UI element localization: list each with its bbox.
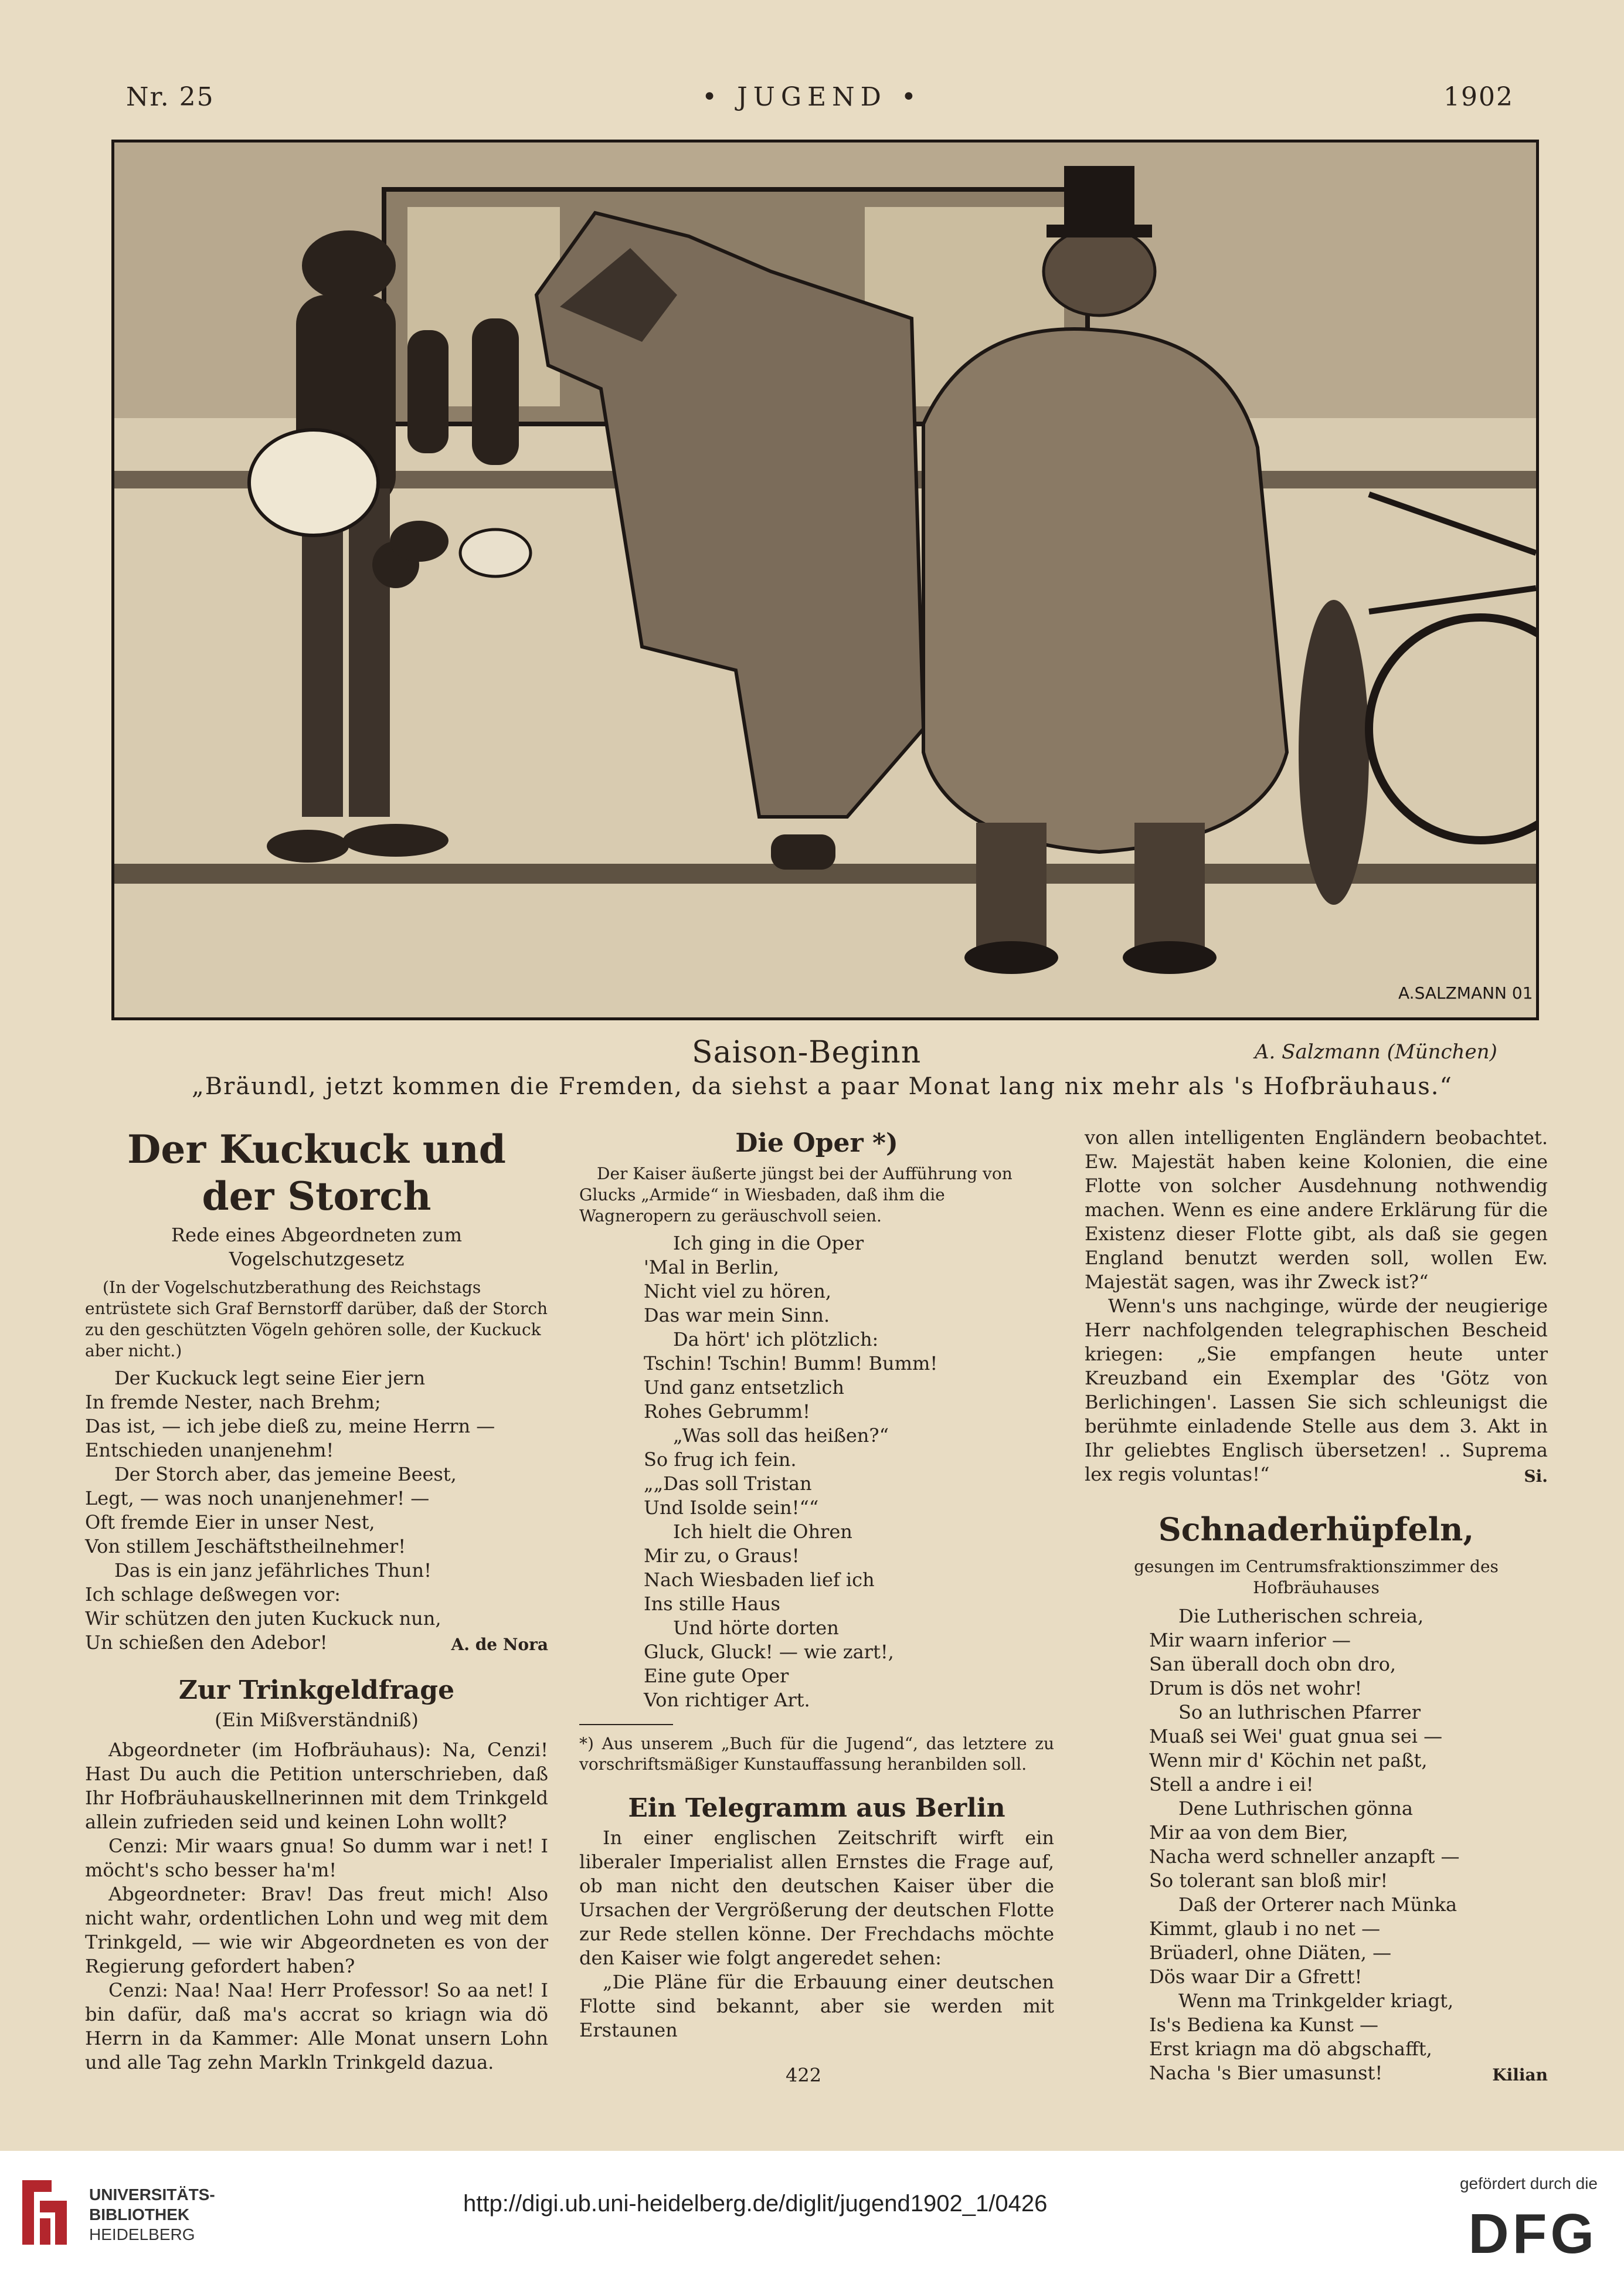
article-subtitle: gesungen im Centrumsfraktionszimmer des Hofbräuhauses [1134, 1557, 1499, 1597]
library-name-line: UNIVERSITÄTS- [89, 2185, 215, 2204]
poem-line: Eine gute Oper [644, 1665, 789, 1687]
poem-line: 'Mal in Berlin, [644, 1256, 780, 1278]
poem-line: Muaß sei Wei' guat gnua sei — [1149, 1725, 1443, 1747]
year: 1902 [1443, 82, 1514, 112]
poem-line: Legt, — was noch unanjenehmer! — [85, 1487, 430, 1509]
author-kilian: Kilian [1492, 2065, 1548, 2085]
footnote-divider [579, 1724, 673, 1725]
poem-line: Nacha werd schneller anzapft — [1149, 1845, 1460, 1868]
poem-line: Von stillem Jeschäftstheilnehmer! [85, 1535, 406, 1557]
poem-line: Brüaderl, ohne Diäten, — [1149, 1942, 1392, 1964]
poem-line: Und ganz entsetzlich [644, 1376, 844, 1399]
poem-line: So tolerant san bloß mir! [1149, 1869, 1388, 1892]
poem-line: Von richtiger Art. [644, 1689, 810, 1711]
poem-line: Wenn mir d' Köchin net paßt, [1149, 1749, 1428, 1771]
column-1 [85, 1126, 548, 2075]
poem-line: Stell a andre i ei! [1149, 1773, 1314, 1796]
artist-signature: A.SALZMANN 01 [1398, 983, 1533, 1003]
poem-line: Mir waarn inferior — [1149, 1629, 1351, 1651]
poem-line: Nicht viel zu hören, [644, 1280, 831, 1302]
poem-line: Drum is dös net wohr! [1149, 1677, 1363, 1699]
section-subtitle: (Ein Mißverständniß) [215, 1709, 419, 1731]
article-note: (In der Vogelschutzberathung des Reichstags entrüstete sich Graf Bernstorff darüber, daß der Storch zu den geschützten Vögeln gehören solle, der Kuckuck aber nicht.) [85, 1278, 548, 1360]
magazine-title: • JUGEND • [702, 82, 922, 112]
author-de-nora: A. de Nora [451, 1635, 548, 1654]
poem-line: Wir schützen den juten Kuckuck nun, [85, 1607, 441, 1630]
telegramm-text [579, 1826, 1054, 2042]
poem-kuckuck [85, 1366, 548, 1655]
artist-credit: A. Salzmann (München) [1255, 1040, 1497, 1064]
poem-line: Die Lutherischen schreia, [1178, 1605, 1424, 1627]
poem-line: Dös waar Dir a Gfrett! [1149, 1966, 1363, 1988]
poem-line: Da hört' ich plötzlich: [673, 1328, 879, 1350]
poem-line: „„Das soll Tristan [644, 1472, 812, 1495]
section-title-telegramm: Ein Telegramm aus Berlin [628, 1793, 1005, 1823]
section-title-trinkgeld: Zur Trinkgeldfrage [178, 1675, 455, 1705]
paragraph: von allen intelligenten Engländern beobachtet. Ew. Majestät haben keine Kolonien, die eine Flotte von solcher Ausdehnung nothwendig machen. Wenn es eine andere Erklärung für die Existenz dieser Flotte gibt, als daß sie gegen England benutzt werden soll, wollen Ew. Majestät sagen, was ihr Zweck ist?“ [1085, 1126, 1548, 1293]
poem-line: Und hörte dorten [673, 1617, 839, 1639]
poem-line: Oft fremde Eier in unser Nest, [85, 1511, 375, 1533]
article-title-oper: Die Oper *) [735, 1128, 898, 1158]
poem-line: Ich hielt die Ohren [673, 1520, 852, 1543]
paragraph: „Die Pläne für die Erbauung einer deutschen Flotte sind bekannt, aber sie werden mit Erstaunen [579, 1971, 1054, 2041]
poem-line: In fremde Nester, nach Brehm; [85, 1391, 381, 1413]
cartoon-illustration [111, 140, 1539, 1020]
poem-line: Und Isolde sein!““ [644, 1496, 819, 1519]
poem-line: Tschin! Tschin! Bumm! Bumm! [644, 1352, 938, 1374]
digitization-footer [0, 2151, 1624, 2274]
article-note: Der Kaiser äußerte jüngst bei der Aufführung von Glucks „Armide“ in Wiesbaden, daß ihm die Wagneropern zu geräuschvoll seien. [579, 1164, 1013, 1226]
poem-line: Kimmt, glaub i no net — [1149, 1917, 1381, 1940]
paragraph: Abgeordneter (im Hofbräuhaus): Na, Cenzi! Hast Du auch die Petition unterschrieben, daß Ihr Hofbräuhauskellnerinnen mit dem Trinkgeld allein zufrieden seid und keinen Lohn wollt? [85, 1739, 548, 1833]
library-name-line: BIBLIOTHEK [89, 2205, 190, 2224]
paragraph: Wenn's uns nachginge, würde der neugierige Herr nachfolgenden telegraphischen Bescheid kriegen: „Sie empfangen heute unter Kreuzband ein Exemplar des 'Götz von Berlichingen'. Lassen Sie sich schleunigst die berühmte einladende Stelle aus dem 3. Akt in Ihr geliebtes Englisch übersetzen! .. Suprema lex regis voluntas!“ [1085, 1295, 1548, 1485]
telegramm-continued [1085, 1126, 1548, 1486]
poem-line: Gluck, Gluck! — wie zart!, [644, 1641, 894, 1663]
poem-line: Nacha 's Bier umasunst! [1149, 2062, 1383, 2084]
article-title-schnaderhuepfeln: Schnaderhüpfeln, [1158, 1511, 1474, 1548]
paragraph: Cenzi: Mir waars gnua! So dumm war i net! I möcht's scho besser ha'm! [85, 1835, 548, 1881]
poem-line: Un schießen den Adebor! [85, 1631, 328, 1654]
poem-line: Ich schlage deßwegen vor: [85, 1583, 341, 1606]
paragraph: Abgeordneter: Brav! Das freut mich! Also nicht wahr, ordentlichen Lohn und weg mit dem Trinkgeld, — wie wir Abgeordneten es von der Regierung gefordert haben? [85, 1883, 548, 1977]
poem-line: Entschieden unanjenehm! [85, 1439, 334, 1461]
column-3 [1085, 1126, 1548, 2087]
poem-oper [579, 1231, 1054, 1712]
dfg-logo: DFG [1468, 2202, 1598, 2265]
poem-line: Das war mein Sinn. [644, 1304, 830, 1326]
library-name [89, 2185, 215, 2245]
article-subtitle: Rede eines Abgeordneten zum Vogelschutzgesetz [171, 1224, 462, 1270]
paragraph: Cenzi: Naa! Naa! Herr Professor! So aa net! I bin dafür, daß ma's accrat so kriagn wia dö Herrn in da Kammer: Alle Monat unsern Lohn und alle Tag zehn Markln Trinkgeld dazua. [85, 1979, 548, 2073]
poem-line: So frug ich fein. [644, 1448, 797, 1471]
poem-line: Das is ein janz jefährliches Thun! [114, 1559, 432, 1581]
trinkgeld-dialogue [85, 1738, 548, 2075]
poem-line: Nach Wiesbaden lief ich [644, 1569, 875, 1591]
poem-line: Rohes Gebrumm! [644, 1400, 810, 1423]
university-library-logo [16, 2168, 73, 2256]
issue-number: Nr. 25 [126, 82, 215, 112]
poem-line: Wenn ma Trinkgelder kriagt, [1178, 1990, 1454, 2012]
poem-schnaderhuepfeln [1085, 1604, 1548, 2085]
signature-si: Si. [1524, 1467, 1548, 1486]
cartoon-caption: „Bräundl, jetzt kommen die Fremden, da siehst a paar Monat lang nix mehr als 's Hofbräuhaus.“ [192, 1073, 1453, 1100]
poem-line: Mir aa von dem Bier, [1149, 1821, 1348, 1844]
poem-line: „Was soll das heißen?“ [673, 1424, 889, 1447]
poem-line: Der Storch aber, das jemeine Beest, [114, 1463, 457, 1485]
funding-label: gefördert durch die [1459, 2174, 1598, 2192]
poem-line: Mir zu, o Graus! [644, 1545, 800, 1567]
poem-line: Der Kuckuck legt seine Eier jern [114, 1367, 426, 1389]
poem-line: Is's Bediena ka Kunst — [1149, 2014, 1378, 2036]
column-2 [579, 1126, 1054, 2042]
poem-line: Erst kriagn ma dö abgschafft, [1149, 2038, 1432, 2060]
paragraph: In einer englischen Zeitschrift wirft ein liberaler Imperialist allen Ernstes die Frage auf, ob man nicht den deutschen Kaiser über die Ursachen der Vergrößerung der deutschen Flotte zur Rede stellen könne. Der Frechdachs möchte den Kaiser wie folgt angeredet sehen: [579, 1827, 1054, 1969]
poem-line: San überall doch obn dro, [1149, 1653, 1397, 1675]
poem-line: Daß der Orterer nach Münka [1178, 1893, 1457, 1916]
page-number: 422 [786, 2064, 822, 2086]
source-url-link[interactable]: http://digi.ub.uni-heidelberg.de/diglit/jugend1902_1/0426 [463, 2191, 1048, 2217]
footnote: *) Aus unserem „Buch für die Jugend“, das letztere zu vorschriftsmäßiger Kunstauffassung heranbilden soll. [579, 1734, 1054, 1774]
article-title-kuckuck: Der Kuckuck und der Storch [127, 1126, 506, 1219]
poem-line: So an luthrischen Pfarrer [1178, 1701, 1421, 1723]
cartoon-drawing [114, 142, 1536, 1017]
poem-line: Ich ging in die Oper [673, 1232, 864, 1254]
poem-line: Ins stille Haus [644, 1593, 780, 1615]
poem-line: Dene Luthrischen gönna [1178, 1797, 1413, 1820]
cartoon-title: Saison-Beginn [692, 1035, 922, 1070]
poem-line: Das ist, — ich jebe dieß zu, meine Herrn — [85, 1415, 495, 1437]
library-name-line: HEIDELBERG [89, 2225, 195, 2244]
